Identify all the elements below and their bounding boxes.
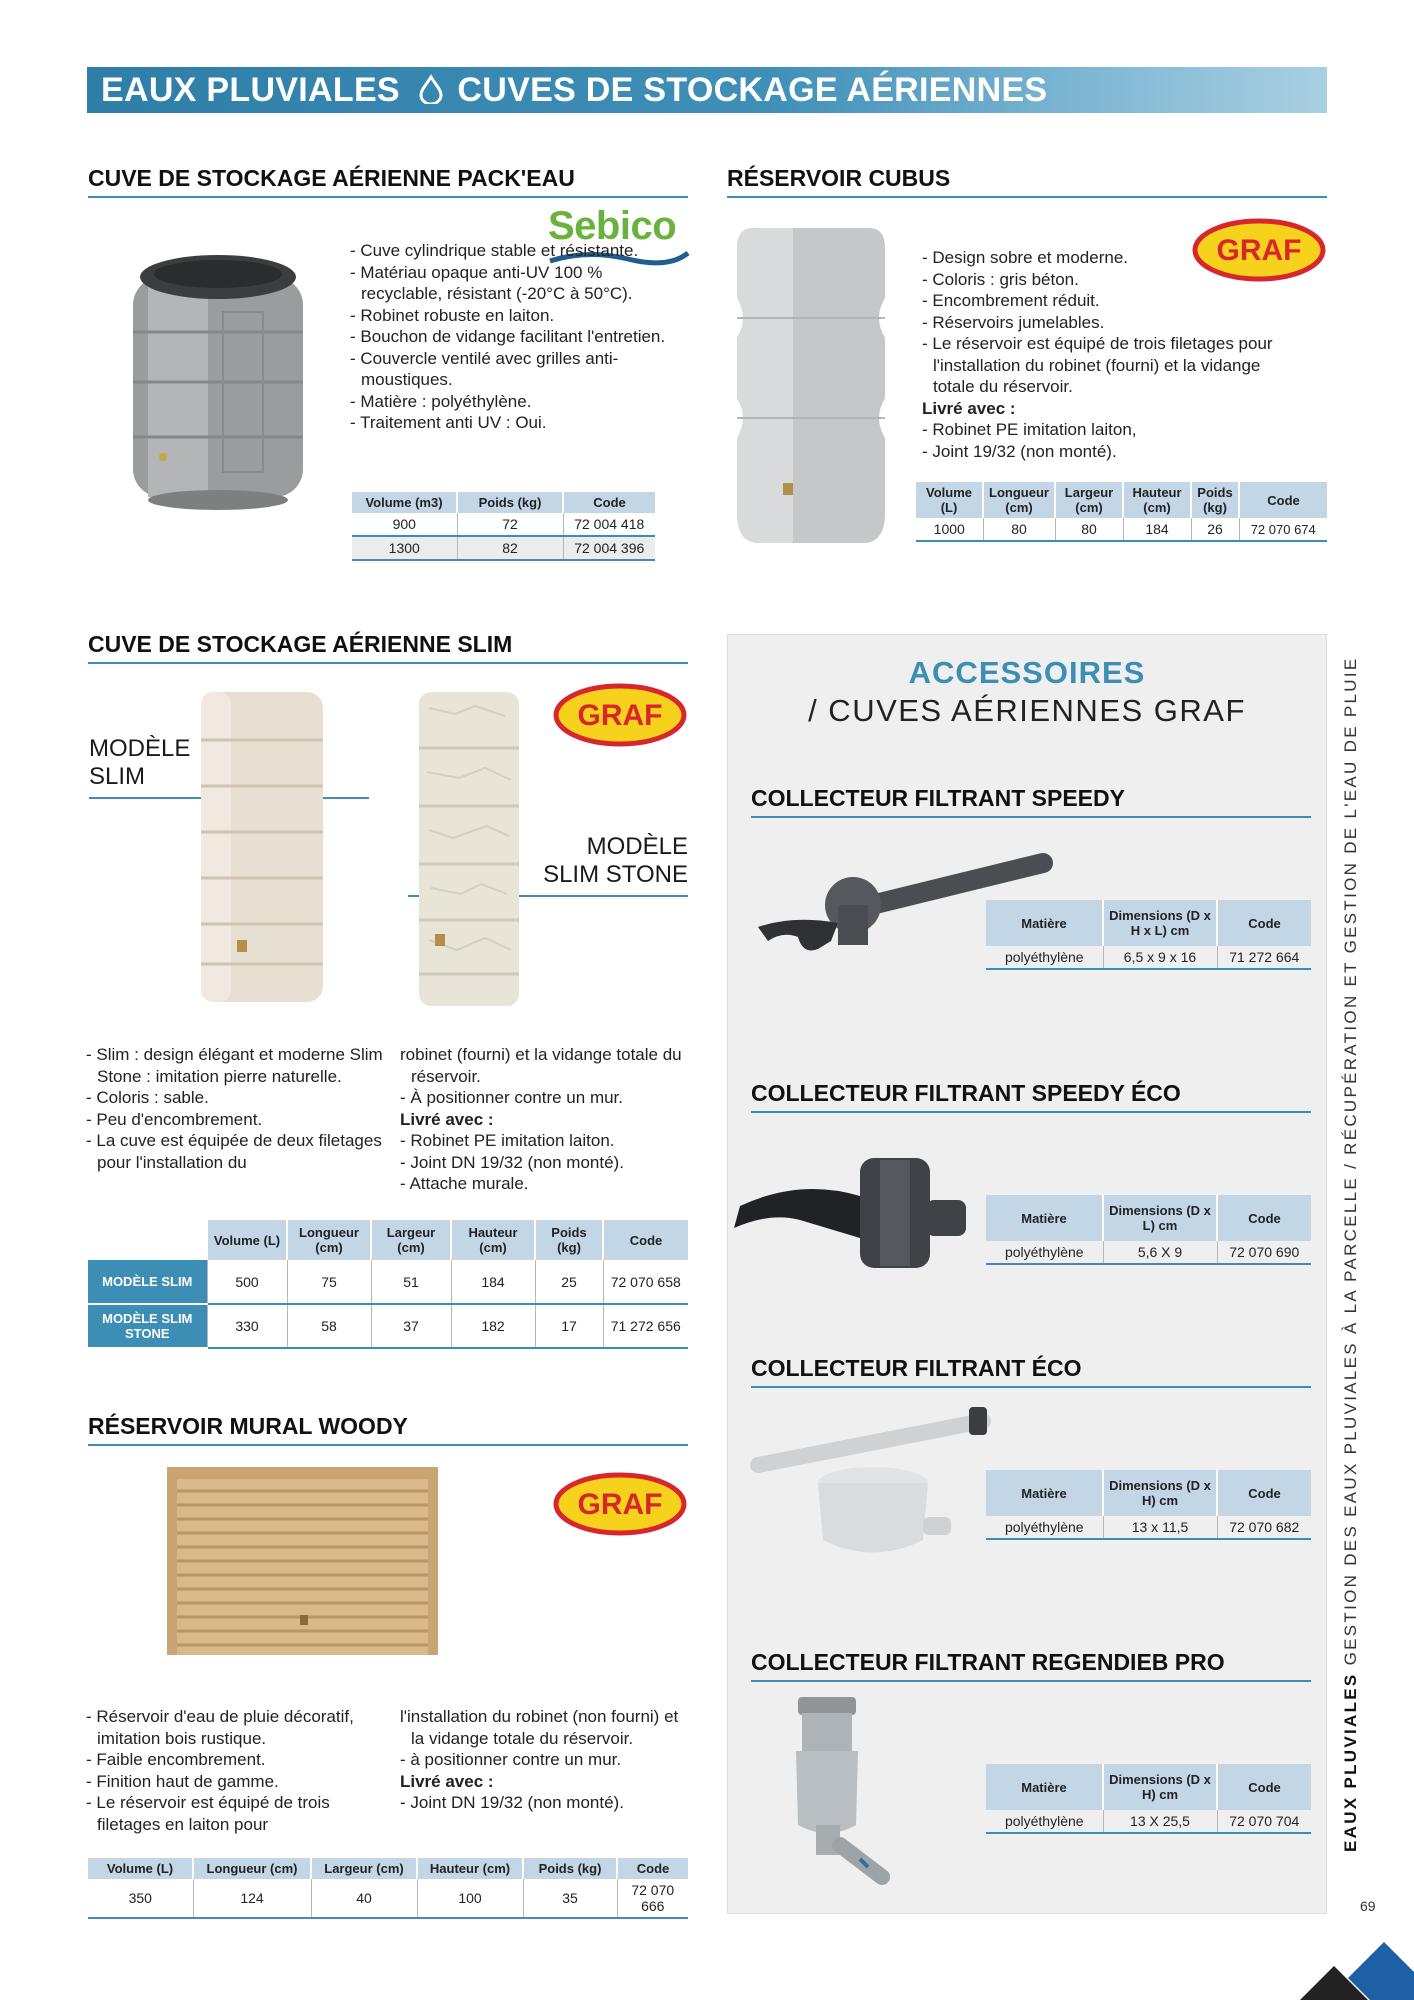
- table-cell: 72: [457, 513, 563, 536]
- table-header: Longueur (cm): [193, 1858, 311, 1879]
- woody-table: [88, 1858, 688, 1919]
- regendieb-collector-image: [790, 1695, 900, 1895]
- table-header: Matière: [986, 1470, 1103, 1516]
- table-header: Code: [1239, 482, 1327, 518]
- packeau-feature: - Matière : polyéthylène.: [350, 391, 532, 411]
- slim-livre-label: Livré avec :: [400, 1109, 494, 1129]
- slim-model-label: MODÈLE SLIM: [89, 735, 191, 790]
- table-row: [88, 1260, 688, 1304]
- table-row-label: MODÈLE SLIM: [88, 1260, 207, 1304]
- packeau-feature: - Bouchon de vidange facilitant l'entretien.: [350, 327, 666, 346]
- table-header: Volume (L): [88, 1858, 193, 1879]
- cubus-feature: - Le réservoir est équipé de trois filetages pour l'installation du robinet (fourni) et la vidange totale du réservoir.: [922, 334, 1273, 396]
- table-cell: 72 070 674: [1239, 518, 1327, 541]
- slim-livre-item: - Joint DN 19/32 (non monté).: [400, 1152, 624, 1172]
- table-cell: 72 004 396: [563, 536, 655, 560]
- packeau-title: CUVE DE STOCKAGE AÉRIENNE PACK'EAU: [88, 165, 688, 198]
- table-cell: polyéthylène: [986, 1241, 1103, 1264]
- table-header: Code: [1217, 1470, 1311, 1516]
- cubus-livre-label: Livré avec :: [922, 398, 1016, 418]
- cubus-table: [916, 482, 1327, 542]
- table-header: Code: [1217, 900, 1311, 946]
- table-header-blank: [88, 1220, 207, 1260]
- table-cell: 72 070 682: [1217, 1516, 1311, 1539]
- table-header: Volume (L): [207, 1220, 287, 1260]
- table-cell: 71 272 656: [603, 1304, 688, 1348]
- table-cell: polyéthylène: [986, 1810, 1103, 1833]
- slim-feature: - Slim : design élégant et moderne Slim Stone : imitation pierre naturelle.: [86, 1045, 383, 1086]
- table-header: Matière: [986, 900, 1103, 946]
- table-cell: 1300: [352, 536, 457, 560]
- table-header: Largeur (cm): [371, 1220, 451, 1260]
- packeau-features: [350, 240, 680, 434]
- slim-stone-tank-image: [415, 688, 523, 1010]
- table-cell: 35: [523, 1879, 617, 1918]
- accessories-subtitle: / CUVES AÉRIENNES GRAF: [808, 693, 1246, 728]
- banner-title-right: CUVES DE STOCKAGE AÉRIENNES: [457, 71, 1048, 109]
- woody-title: RÉSERVOIR MURAL WOODY: [88, 1413, 688, 1446]
- table-header: Largeur (cm): [1055, 482, 1123, 518]
- table-header: Code: [563, 492, 655, 513]
- packeau-feature: - Robinet robuste en laiton.: [350, 305, 555, 325]
- table-row: [916, 518, 1327, 541]
- eco-table: [986, 1470, 1311, 1540]
- table-header: Dimensions (D x L) cm: [1103, 1195, 1217, 1241]
- cubus-features: [922, 247, 1292, 462]
- graf-logo-text: GRAF: [577, 699, 663, 732]
- cubus-tank-image: [733, 223, 889, 553]
- table-cell: 58: [287, 1304, 371, 1348]
- packeau-feature: - Cuve cylindrique stable et résistante.: [350, 241, 639, 260]
- woody-feature: - Réservoir d'eau de pluie décoratif, imitation bois rustique.: [86, 1707, 354, 1748]
- table-cell: 80: [1055, 518, 1123, 541]
- slim-title: CUVE DE STOCKAGE AÉRIENNE SLIM: [88, 631, 688, 664]
- woody-feature: - Le réservoir est équipé de trois filetages en laiton pour: [86, 1793, 330, 1834]
- table-row: [88, 1879, 688, 1918]
- slim-feature: - La cuve est équipée de deux filetages pour l'installation du: [86, 1131, 382, 1172]
- sebico-logo-text: Sebico: [548, 204, 677, 248]
- woody-livre-item: - Joint DN 19/32 (non monté).: [400, 1793, 624, 1812]
- page-banner: [87, 67, 1327, 113]
- eco-collector-image: [743, 1405, 993, 1565]
- table-header: Poids (kg): [523, 1858, 617, 1879]
- woody-feature: - Faible encombrement.: [86, 1750, 266, 1769]
- cubus-feature: - Design sobre et moderne.: [922, 248, 1128, 267]
- table-header: Dimensions (D x H) cm: [1103, 1470, 1217, 1516]
- cubus-title: RÉSERVOIR CUBUS: [727, 165, 1327, 198]
- table-cell: 13 x 11,5: [1103, 1516, 1217, 1539]
- table-cell: 350: [88, 1879, 193, 1918]
- side-running-title: [1341, 656, 1361, 1852]
- graf-logo: [553, 683, 687, 747]
- slim-features-right: [400, 1044, 690, 1195]
- table-row: [352, 536, 655, 560]
- table-cell: 13 X 25,5: [1103, 1810, 1217, 1833]
- table-header: Poids (kg): [1191, 482, 1239, 518]
- table-cell: 5,6 X 9: [1103, 1241, 1217, 1264]
- table-header: Matière: [986, 1764, 1103, 1810]
- table-header: Code: [617, 1858, 688, 1879]
- side-running-title-bold: EAUX PLUVIALES: [1341, 1672, 1360, 1852]
- table-header: Largeur (cm): [311, 1858, 417, 1879]
- table-row: [88, 1304, 688, 1348]
- table-row: [352, 513, 655, 536]
- eco-title: COLLECTEUR FILTRANT ÉCO: [751, 1355, 1311, 1388]
- table-header: Code: [603, 1220, 688, 1260]
- table-cell: 72 070 666: [617, 1879, 688, 1918]
- table-cell: 80: [983, 518, 1055, 541]
- slim-features-left: [86, 1044, 386, 1173]
- table-cell: 17: [535, 1304, 603, 1348]
- table-cell: polyéthylène: [986, 946, 1103, 969]
- regendieb-table: [986, 1764, 1311, 1834]
- table-cell: 72 070 690: [1217, 1241, 1311, 1264]
- table-cell: 26: [1191, 518, 1239, 541]
- slim-feature: robinet (fourni) et la vidange totale du réservoir.: [400, 1045, 682, 1086]
- water-drop-icon: [418, 74, 444, 104]
- page-number: 69: [1360, 1898, 1376, 1914]
- table-cell: 72 004 418: [563, 513, 655, 536]
- table-cell: 72 070 658: [603, 1260, 688, 1304]
- speedy-eco-table: [986, 1195, 1311, 1265]
- table-cell: 37: [371, 1304, 451, 1348]
- graf-logo-text: GRAF: [1216, 234, 1302, 267]
- table-header: Volume (m3): [352, 492, 457, 513]
- table-cell: 100: [417, 1879, 523, 1918]
- woody-tank-image: [165, 1465, 440, 1657]
- graf-logo-text: GRAF: [577, 1488, 663, 1521]
- corner-decoration: [1300, 1928, 1414, 2000]
- cubus-feature: - Coloris : gris béton.: [922, 269, 1079, 289]
- regendieb-title: COLLECTEUR FILTRANT REGENDIEB PRO: [751, 1649, 1311, 1682]
- speedy-title: COLLECTEUR FILTRANT SPEEDY: [751, 785, 1311, 818]
- packeau-tank-image: [128, 252, 308, 512]
- table-header: Hauteur (cm): [1123, 482, 1191, 518]
- table-cell: 82: [457, 536, 563, 560]
- table-cell: 71 272 664: [1217, 946, 1311, 969]
- slim-table: [88, 1220, 688, 1349]
- cubus-feature: - Réservoirs jumelables.: [922, 312, 1105, 332]
- woody-features-left: [86, 1706, 386, 1835]
- speedy-eco-collector-image: [730, 1150, 980, 1275]
- table-row: [986, 1810, 1311, 1833]
- slim-feature: - Coloris : sable.: [86, 1088, 209, 1107]
- table-row: [986, 1241, 1311, 1264]
- table-header: Longueur (cm): [287, 1220, 371, 1260]
- cubus-feature: - Encombrement réduit.: [922, 291, 1100, 310]
- table-cell: 184: [451, 1260, 535, 1304]
- table-cell: 6,5 x 9 x 16: [1103, 946, 1217, 969]
- table-header: Code: [1217, 1195, 1311, 1241]
- table-row: [986, 946, 1311, 969]
- table-header: Matière: [986, 1195, 1103, 1241]
- table-cell: 900: [352, 513, 457, 536]
- table-header: Hauteur (cm): [417, 1858, 523, 1879]
- speedy-table: [986, 900, 1311, 970]
- packeau-feature: - Couvercle ventilé avec grilles anti-moustiques.: [350, 348, 619, 389]
- table-cell: 330: [207, 1304, 287, 1348]
- accessories-title: ACCESSOIRES: [908, 655, 1146, 690]
- side-running-title-rest: GESTION DES EAUX PLUVIALES À LA PARCELLE / RÉCUPÉRATION ET GESTION DE L'EAU DE PLUIE: [1341, 656, 1360, 1666]
- cubus-livre-item: - Robinet PE imitation laiton,: [922, 420, 1137, 439]
- table-header: Poids (kg): [457, 492, 563, 513]
- graf-logo: [553, 1472, 687, 1536]
- table-cell: 75: [287, 1260, 371, 1304]
- table-cell: 182: [451, 1304, 535, 1348]
- table-header: Hauteur (cm): [451, 1220, 535, 1260]
- packeau-feature: - Traitement anti UV : Oui.: [350, 413, 547, 432]
- table-header: Longueur (cm): [983, 482, 1055, 518]
- table-cell: 500: [207, 1260, 287, 1304]
- slim-tank-image: [197, 688, 327, 1006]
- speedy-eco-title: COLLECTEUR FILTRANT SPEEDY ÉCO: [751, 1080, 1311, 1113]
- slim-feature: - Peu d'encombrement.: [86, 1109, 263, 1129]
- table-cell: 72 070 704: [1217, 1810, 1311, 1833]
- table-cell: 124: [193, 1879, 311, 1918]
- table-header: Code: [1217, 1764, 1311, 1810]
- woody-feature: - Finition haut de gamme.: [86, 1771, 279, 1791]
- table-cell: polyéthylène: [986, 1516, 1103, 1539]
- slim-feature: - À positionner contre un mur.: [400, 1088, 624, 1107]
- slim-stone-model-label: MODÈLE SLIM STONE: [543, 833, 688, 888]
- table-header: Dimensions (D x H) cm: [1103, 1764, 1217, 1810]
- table-cell: 184: [1123, 518, 1191, 541]
- table-cell: 25: [535, 1260, 603, 1304]
- banner-title-left: EAUX PLUVIALES: [101, 71, 400, 109]
- woody-feature: l'installation du robinet (non fourni) et la vidange totale du réservoir.: [400, 1707, 679, 1748]
- woody-features-right: [400, 1706, 690, 1814]
- table-row-label: MODÈLE SLIM STONE: [88, 1304, 207, 1348]
- packeau-feature: - Matériau opaque anti-UV 100 % recyclable, résistant (-20°C à 50°C).: [350, 262, 633, 303]
- slim-livre-item: - Attache murale.: [400, 1174, 529, 1193]
- table-cell: 1000: [916, 518, 983, 541]
- table-header: Poids (kg): [535, 1220, 603, 1260]
- woody-feature: - à positionner contre un mur.: [400, 1750, 622, 1769]
- table-header: Volume (L): [916, 482, 983, 518]
- table-header: Dimensions (D x H x L) cm: [1103, 900, 1217, 946]
- slim-livre-item: - Robinet PE imitation laiton.: [400, 1131, 615, 1150]
- packeau-table: [352, 492, 655, 561]
- table-row: [986, 1516, 1311, 1539]
- table-cell: 40: [311, 1879, 417, 1918]
- table-cell: 51: [371, 1260, 451, 1304]
- woody-livre-label: Livré avec :: [400, 1771, 494, 1791]
- cubus-livre-item: - Joint 19/32 (non monté).: [922, 441, 1117, 461]
